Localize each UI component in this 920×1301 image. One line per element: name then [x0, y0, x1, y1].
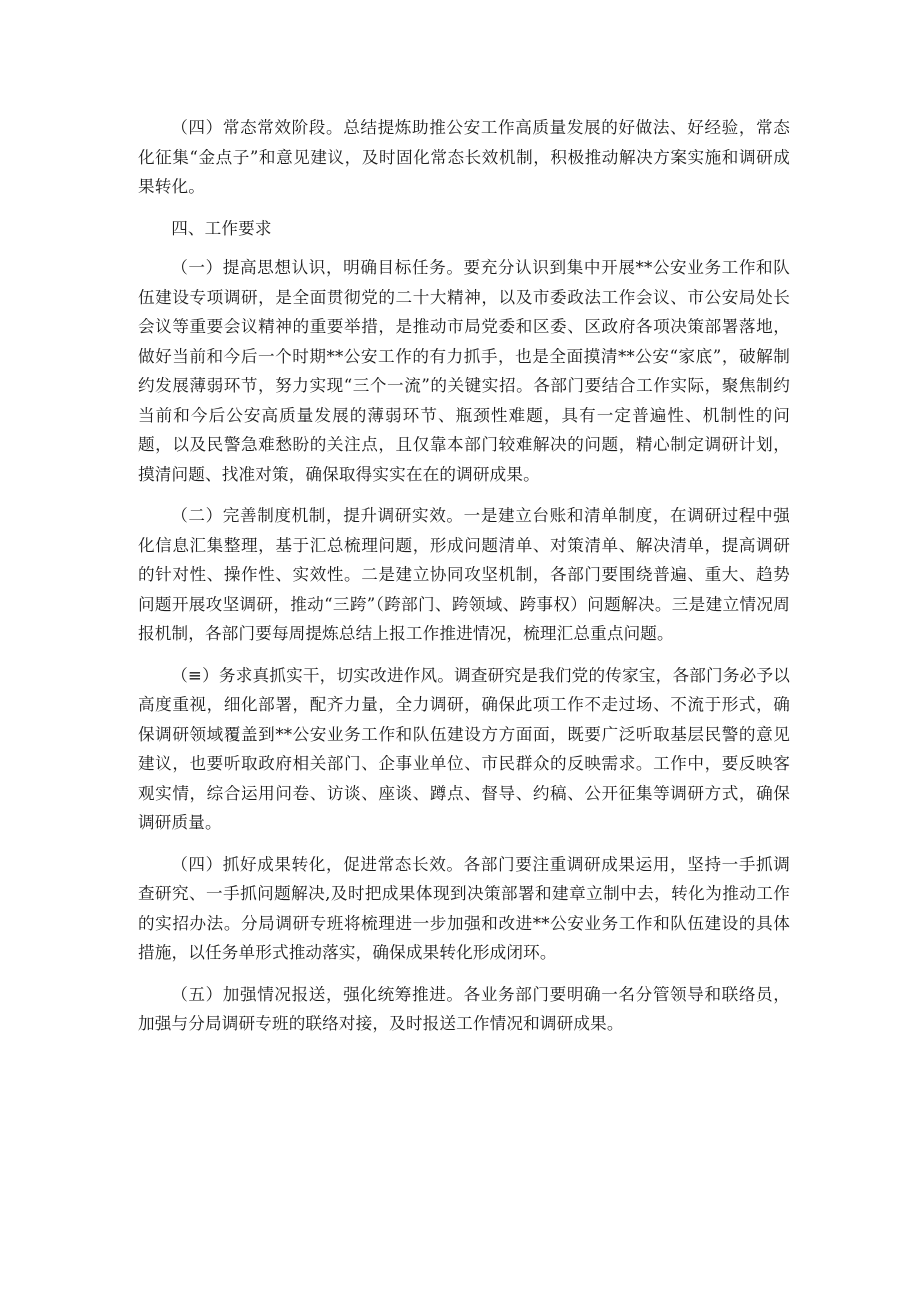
paragraph-requirement-5: （五）加强情况报送，强化统筹推进。各业务部门要明确一名分管领导和联络员，加强与分局调研专班的联络对接，及时报送工作情况和调研成果。	[138, 984, 790, 1033]
document-body	[138, 113, 790, 1051]
section-heading-work-requirements: 四、工作要求	[171, 218, 272, 238]
paragraph-requirement-4: （四）抓好成果转化，促进常态长效。各部门要注重调研成果运用，坚持一手抓调查研究、一手抓问题解决,及时把成果体现到决策部署和建章立制中去，转化为推动工作的实招办法。分局调研专班将梳理进一步加强和改进**公安业务工作和队伍建设的具体措施，以任务单形式推动落实，确保成果转化形成闭环。	[138, 854, 790, 962]
paragraph-requirement-1: （一）提高思想认识，明确目标任务。要充分认识到集中开展**公安业务工作和队伍建设专项调研，是全面贯彻党的二十大精神，以及市委政法工作会议、市公安局处长会议等重要会议精神的重要举措，是推动市局党委和区委、区政府各项决策部署落地，做好当前和今后一个时期**公安工作的有力抓手，也是全面摸清**公安“家底”，破解制约发展薄弱环节，努力实现“三个一流”的关键实招。各部门要结合工作实际，聚焦制约当前和今后公安高质量发展的薄弱环节、瓶颈性难题，具有一定普遍性、机制性的问题，以及民警急难愁盼的关注点，且仅靠本部门较难解决的问题，精心制定调研计划，摸清问题、找准对策，确保取得实实在在的调研成果。	[138, 258, 790, 484]
paragraph-stage-4: （四）常态常效阶段。总结提炼助推公安工作高质量发展的好做法、好经验，常态化征集“金点子”和意见建议，及时固化常态长效机制，积极推动解决方案实施和调研成果转化。	[138, 118, 790, 196]
paragraph-requirement-2: （二）完善制度机制，提升调研实效。一是建立台账和清单制度，在调研过程中强化信息汇集整理，基于汇总梳理问题，形成问题清单、对策清单、解决清单，提高调研的针对性、操作性、实效性。二是建立协同攻坚机制，各部门要围绕普遍、重大、趋势问题开展攻坚调研，推动“三跨”（跨部门、跨领域、跨事权）问题解决。三是建立情况周报机制，各部门要每周提炼总结上报工作推进情况，梳理汇总重点问题。	[138, 506, 790, 643]
paragraph-requirement-3: （≡）务求真抓实干，切实改进作风。调查研究是我们党的传家宝，各部门务必予以高度重视，细化部署，配齐力量，全力调研，确保此项工作不走过场、不流于形式，确保调研领域覆盖到**公安业务工作和队伍建设方方面面，既要广泛听取基层民警的意见建议，也要听取政府相关部门、企事业单位、市民群众的反映需求。工作中，要反映客观实情，综合运用问卷、访谈、座谈、蹲点、督导、约稿、公开征集等调研方式，确保调研质量。	[138, 665, 790, 832]
